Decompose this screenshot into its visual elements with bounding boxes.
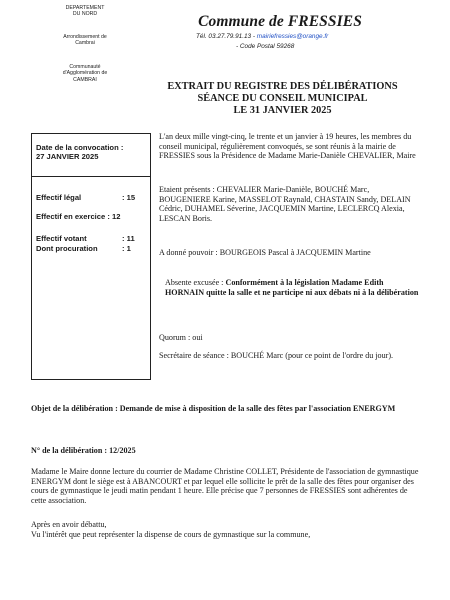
- effectif-votant-row: [36, 234, 135, 243]
- procuration-label: Dont procuration: [36, 244, 98, 253]
- effectif-legal-value: : 15: [122, 193, 136, 202]
- deliberation-number: N° de la délibération : 12/2025: [31, 446, 136, 455]
- info-box: [31, 133, 151, 380]
- phone-number: Tél. 03.27.79.91.13: [196, 33, 252, 40]
- session-intro: L'an deux mille vingt-cinq, le trente et un janvier à 19 heures, les membres du conseil municipal, régulièrement convoqués, se sont réunis à la mairie de FRESSIES sous la Présidence de Madame Marie-Danièle CHEVALIER, Maire: [159, 132, 416, 161]
- convocation-label: Date de la convocation :: [36, 143, 124, 152]
- proxy-given: A donné pouvoir : BOURGEOIS Pascal à JACQUEMIN Martine: [159, 248, 371, 257]
- department-label: [30, 5, 140, 18]
- communaute-line-3: CAMBRAI: [73, 76, 97, 83]
- convocation-block: [36, 143, 123, 162]
- absent-prefix: Absente excusée :: [165, 278, 226, 287]
- after-debate: Après en avoir débattu,: [31, 520, 107, 529]
- absent-excused: [165, 278, 421, 297]
- extrait-title: [150, 81, 415, 117]
- commune-title: Commune de FRESSIES: [198, 13, 362, 30]
- effectif-exercice-label: Effectif en exercice: [36, 212, 106, 221]
- department-line-1: DEPARTEMENT: [65, 5, 105, 11]
- communaute-line-1: Communauté: [69, 64, 101, 70]
- effectif-exercice-row: [36, 212, 120, 221]
- extrait-line-1: EXTRAIT DU REGISTRE DES DÉLIBÉRATIONS: [167, 81, 398, 92]
- effectif-exercice-value: : 12: [107, 212, 121, 221]
- contact-line: [196, 33, 328, 40]
- email-link[interactable]: mairiefressies@orange.fr: [256, 33, 329, 40]
- extrait-line-3: LE 31 JANVIER 2025: [233, 105, 332, 116]
- procuration-value: : 1: [122, 244, 131, 253]
- quorum: Quorum : oui: [159, 333, 203, 342]
- arrondissement-line-1: Arrondissement de: [63, 34, 107, 40]
- effectif-votant-label: Effectif votant: [36, 234, 87, 243]
- communaute-label: [30, 64, 140, 83]
- extrait-line-2: SÉANCE DU CONSEIL MUNICIPAL: [197, 93, 368, 104]
- communaute-line-2: d'Agglomération de: [62, 70, 108, 77]
- info-box-divider: [31, 176, 151, 177]
- procuration-row: [36, 244, 131, 253]
- arrondissement-line-2: Cambrai: [75, 40, 95, 47]
- postal-code: - Code Postal 59268: [236, 43, 295, 50]
- effectif-legal-label: Effectif légal: [36, 193, 82, 202]
- deliberation-subject: Objet de la délibération : Demande de mise à disposition de la salle des fêtes par l'association ENERGYM: [31, 404, 396, 413]
- contact-separator: -: [252, 33, 255, 40]
- effectif-votant-value: : 11: [122, 234, 135, 243]
- secretary: Secrétaire de séance : BOUCHÉ Marc (pour ce point de l'ordre du jour).: [159, 351, 394, 360]
- department-line-2: DU NORD: [72, 11, 98, 18]
- deliberation-body: Madame le Maire donne lecture du courrier de Madame Christine COLLET, Présidente de l'association de gymnastique ENERGYM dont le siège est à ABANCOURT et par lequel elle sollicite le prêt de la salle des fêtes pour organiser des cours de gymnastique le jeudi matin pendant 1 heure. Elle précise que 7 personnes de FRESSIES sont adhérentes de cette association.: [31, 467, 419, 506]
- arrondissement-label: [30, 34, 140, 47]
- convocation-date: 27 JANVIER 2025: [36, 152, 99, 162]
- effectif-legal-row: [36, 193, 135, 202]
- members-present: Etaient présents : CHEVALIER Marie-Danièle, BOUCHÉ Marc, BOUGENIERE Karine, MASSELOT Raynald, CHASTAIN Sandy, DELAIN Cédric, DUHAMEL Séverine, JACQUEMIN Martine, LECLERCQ Alexia, LESCAN Boris.: [159, 185, 411, 224]
- absent-detail: Conformément à la législation Madame Edith HORNAIN quitte la salle et ne participe ni aux débats ni à la délibération: [165, 278, 419, 297]
- considering-interest: Vu l'intérêt que peut représenter la dispense de cours de gymnastique sur la commune,: [31, 530, 311, 539]
